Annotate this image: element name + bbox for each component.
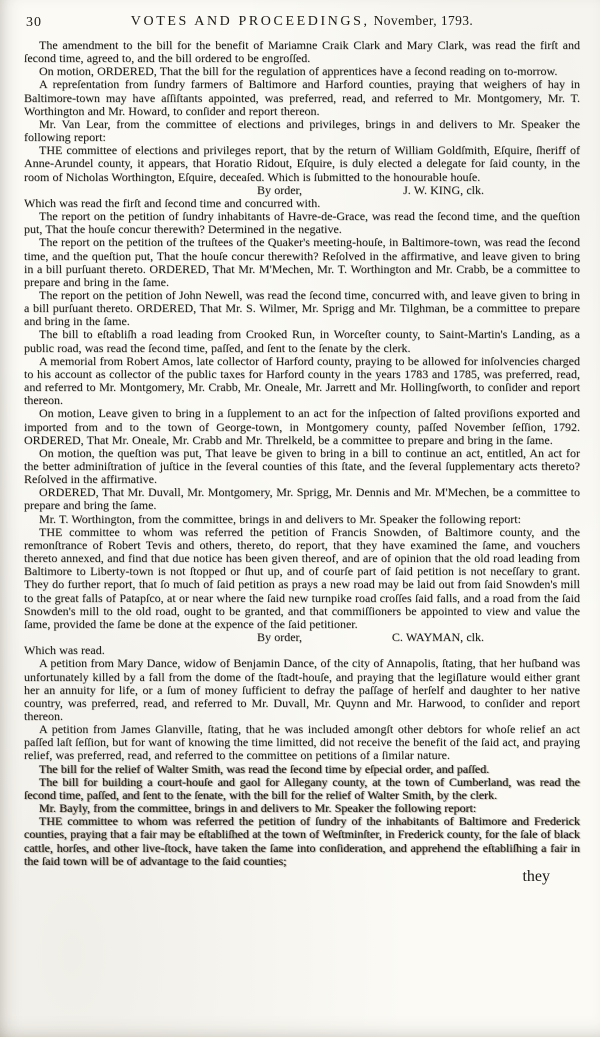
paragraph: The bill for the relief of Walter Smith, was read the ſecond time by eſpecial order, and paſſed. bbox=[39, 761, 490, 776]
paragraph: A memorial from Robert Amos, late collector of Harford county, praying to be allowed for inſolvencies charged to his account as collector of the public taxes for Harford county in the years 1783 and 1785, was preferred, read, and referred to Mr. Montgomery, Mr. Crabb, Mr. Oneale, Mr. Jarrett and Mr. Hollingſworth, to conſider and report thereon. bbox=[24, 353, 580, 408]
paragraph: A petition from James Glanville, ſtating, that he was included amongſt other debtors for whoſe relief an act paſſed laſt ſeſſion, but for want of knowing the time limitted, did not receive the benefit of the ſaid act, and praying relief, was preferred, read, and referred to the committee on petitions of a ſimilar nature. bbox=[24, 722, 580, 763]
paragraph: THE committee to whom was referred the petition of Francis Snowden, of Baltimore county, and the remonſtrance of Robert Tevis and others, thereto, do report, that they have examined the ſame, and vouchers thereto annexed, and find that due notice has been given thereof, and are of opinion that the old road leading from Baltimore to Liberty-town is not ſtopped or ſhut up, and of courſe part of ſaid petition is not neceſſary to grant. They do further report, that ſo much of ſaid petition as prays a new road may be laid out from ſaid Snowden's mill to the great falls of Patapſco, at or near where the ſaid new turnpike road croſſes ſaid falls, and a road from the ſaid Snowden's mill to the old road, ought to be granted, and that commiſſioners be appointed to view and value the ſame, provided the ſame be done at the expence of the ſaid petitioner. bbox=[24, 524, 580, 631]
paragraph: A petition from Mary Dance, widow of Benjamin Dance, of the city of Annapolis, ſtating, that her huſband was unfortunately killed by a fall from the dome of the ſtadt-houſe, and praying that the legiſlature would either grant her an annuity for life, or a ſum of money ſufficient to defray the paſſage of herſelf and daughter to her native country, was preferred, read, and referred to Mr. Duvall, Mr. Quynn and Mr. Harwood, to conſider and report thereon. bbox=[24, 656, 580, 723]
paragraph: Which was read. bbox=[24, 643, 105, 658]
paragraph: The bill for building a court-houſe and gaol for Allegany county, at the town of Cumberland, was read the ſecond time, paſſed, and ſent to the ſenate, with the bill for the relief of Walter Smith, by the clerk. bbox=[24, 774, 580, 802]
paragraph: A repreſentation from ſundry farmers of Baltimore and Harford counties, praying that weighers of hay in Baltimore-town may have aſſiſtants appointed, was preferred, read, and referred to Mr. Montgomery, Mr. T. Worthington and Mr. Howard, to conſider and report thereon. bbox=[24, 77, 580, 118]
paragraph: The report on the petition of ſundry inhabitants of Havre-de-Grace, was read the ſecond time, and the queſtion put, That the houſe concur therewith? Determined in the negative. bbox=[24, 209, 580, 237]
paragraph: Which was read the firſt and ſecond time and concurred with. bbox=[24, 195, 321, 210]
page-title-date: November, 1793. bbox=[373, 13, 474, 28]
paragraph: The amendment to the bill for the benefit of Mariamne Craik Clark and Mary Clark, was read the firſt and ſecond time, agreed to, and the bill ordered to be engroſſed. bbox=[24, 38, 580, 66]
paragraph: ORDERED, That Mr. Duvall, Mr. Montgomery, Mr. Sprigg, Mr. Dennis and Mr. M'Mechen, be a committee to prepare and bring the ſame. bbox=[24, 485, 580, 513]
paragraph: The bill to eſtabliſh a road leading from Crooked Run, in Worceſter county, to Saint-Martin's Landing, as a public road, was read the ſecond time, paſſed, and ſent to the ſenate by the clerk. bbox=[24, 327, 580, 355]
paragraph: On motion, the queſtion was put, That leave be given to bring in a bill to continue an act, entitled, An act for the better adminiſtration of juſtice in the ſeveral counties of this ſtate, and the ſeveral ſupplementary acts thereto? Reſolved in the affirmative. bbox=[24, 445, 580, 487]
paragraph: On motion, Leave given to bring in a ſupplement to an act for the inſpection of ſalted proviſions exported and imported from and to the town of George-town, in Montgomery county, paſſed November ſeſſion, 1792. ORDERED, That Mr. Oneale, Mr. Crabb and Mr. Threlkeld, be a committee to prepare and bring in the ſame. bbox=[24, 406, 580, 447]
by-order-label: By order, bbox=[257, 182, 303, 197]
paragraph: THE committee to whom was referred the petition of ſundry of the inhabitants of Baltimore and Frederick counties, praying that a fair may be eſtabliſhed at the town of Weſtminſter, in Frederick county, for the ſale of black cattle, horſes, and other live-ſtock, have taken the ſame into conſideration, and apprehend the eſtabliſhing a fair in the ſaid town will be of advantage to the ſaid counties; bbox=[24, 814, 580, 868]
paragraph: The report on the petition of the truſtees of the Quaker's meeting-houſe, in Baltimore-town, was read the ſecond time, and the queſtion put, That the houſe concur therewith? Reſolved in the affirmative, and leave given to bring in a bill purſuant thereto. ORDERED, That Mr. M'Mechen, Mr. T. Worthington and Mr. Crabb, be a committee to prepare and bring in the ſame. bbox=[24, 235, 580, 289]
by-order-row bbox=[24, 631, 580, 644]
page-header bbox=[24, 12, 580, 32]
catchword-row bbox=[24, 868, 580, 886]
clerk-signature: C. WAYMAN, clk. bbox=[391, 630, 484, 645]
paragraph: The report on the petition of John Newell, was read the ſecond time, concurred with, and leave given to bring in a bill purſuant thereto. ORDERED, That Mr. S. Wilmer, Mr. Sprigg and Mr. Tilghman, be a committee to prepare and bring in the ſame. bbox=[24, 287, 580, 329]
page-number: 30 bbox=[26, 15, 42, 30]
paragraph: THE committee of elections and privileges report, that by the return of William Goldſmith, Eſquire, ſheriff of Anne-Arundel county, it appears, that Horatio Ridout, Eſquire, is duly elected a delegate for ſaid county, in the room of Nicholas Worthington, Eſquire, deceaſed. Which is ſubmitted to the honourable houſe. bbox=[24, 143, 580, 184]
by-order-label: By order, bbox=[257, 630, 303, 645]
paragraph: Mr. Van Lear, from the committee of elections and privileges, brings in and delivers to Mr. Speaker the following report: bbox=[24, 116, 580, 145]
page-body bbox=[24, 39, 580, 868]
clerk-signature: J. W. KING, clk. bbox=[403, 182, 484, 197]
by-order-row bbox=[24, 184, 580, 197]
paragraph: Mr. T. Worthington, from the committee, brings in and delivers to Mr. Speaker the following report: bbox=[39, 511, 521, 526]
catchword: they bbox=[522, 867, 550, 885]
paragraph: Mr. Bayly, from the committee, brings in and delivers to Mr. Speaker the following report: bbox=[39, 801, 477, 816]
paragraph: On motion, ORDERED, That the bill for the regulation of apprentices have a ſecond reading on to-morrow. bbox=[39, 64, 558, 79]
page-title: VOTES AND PROCEEDINGS, bbox=[130, 14, 370, 29]
